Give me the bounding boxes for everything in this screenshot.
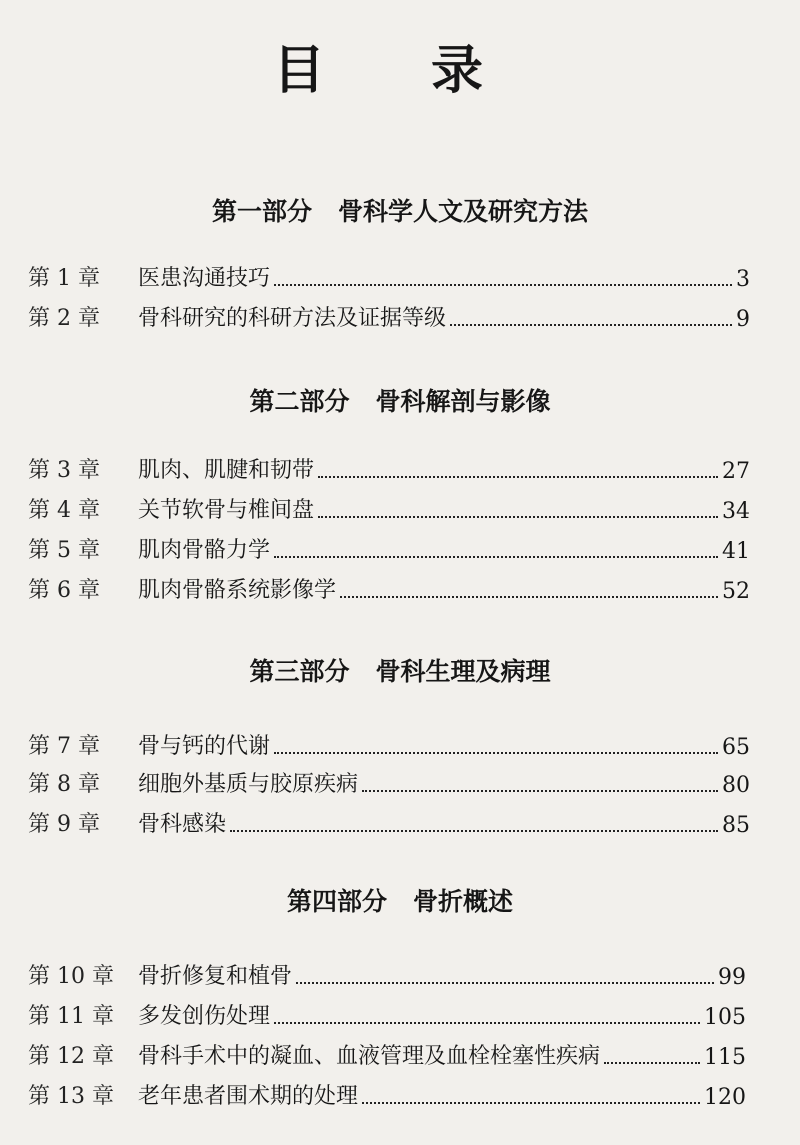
chapter-number: 第 5 章 bbox=[28, 538, 100, 563]
dot-leader bbox=[318, 515, 718, 518]
chapter-number: 第 11 章 bbox=[28, 1004, 114, 1029]
dot-leader bbox=[274, 1021, 700, 1024]
dot-leader bbox=[604, 1061, 700, 1064]
chapter-title: 肌肉骨骼力学 bbox=[138, 538, 271, 563]
toc-entry[interactable] bbox=[28, 490, 750, 524]
toc-entry[interactable] bbox=[28, 450, 750, 484]
page-number: 99 bbox=[718, 965, 746, 990]
chapter-number: 第 2 章 bbox=[28, 306, 100, 331]
toc-entry[interactable] bbox=[28, 1076, 746, 1110]
part-title: 第二部分 骨科解剖与影像 bbox=[249, 387, 551, 416]
page-number: 80 bbox=[722, 773, 750, 798]
chapter-title: 肌肉骨骼系统影像学 bbox=[138, 578, 337, 603]
page-number: 41 bbox=[722, 539, 750, 564]
toc-entry[interactable] bbox=[28, 996, 746, 1030]
chapter-number: 第 8 章 bbox=[28, 772, 100, 797]
chapter-number: 第 12 章 bbox=[28, 1044, 114, 1069]
dot-leader bbox=[362, 789, 718, 792]
toc-entry[interactable] bbox=[28, 298, 750, 332]
page-title: 目 录 bbox=[272, 41, 528, 101]
chapter-title: 关节软骨与椎间盘 bbox=[138, 498, 315, 523]
toc-entry[interactable] bbox=[28, 258, 750, 292]
page-number: 34 bbox=[722, 499, 750, 524]
toc-entry[interactable] bbox=[28, 956, 746, 990]
toc-entry[interactable] bbox=[28, 530, 750, 564]
toc-entry[interactable] bbox=[28, 570, 750, 604]
chapter-number: 第 1 章 bbox=[28, 266, 100, 291]
chapter-title: 骨科感染 bbox=[138, 812, 227, 837]
chapter-title: 骨科研究的科研方法及证据等级 bbox=[138, 306, 447, 331]
dot-leader bbox=[450, 323, 732, 326]
dot-leader bbox=[362, 1101, 700, 1104]
chapter-title: 肌肉、肌腱和韧带 bbox=[138, 458, 315, 483]
dot-leader bbox=[274, 283, 732, 286]
chapter-number: 第 3 章 bbox=[28, 458, 100, 483]
page-number: 3 bbox=[736, 267, 750, 292]
chapter-title: 老年患者围术期的处理 bbox=[138, 1084, 359, 1109]
chapter-title: 多发创伤处理 bbox=[138, 1004, 271, 1029]
chapter-title: 医患沟通技巧 bbox=[138, 266, 271, 291]
part-title: 第一部分 骨科学人文及研究方法 bbox=[211, 197, 589, 226]
chapter-title: 骨折修复和植骨 bbox=[138, 964, 293, 989]
chapter-number: 第 13 章 bbox=[28, 1084, 114, 1109]
chapter-number: 第 7 章 bbox=[28, 734, 100, 759]
part-title: 第四部分 骨折概述 bbox=[286, 887, 514, 916]
toc-entry[interactable] bbox=[28, 726, 750, 760]
part-title: 第三部分 骨科生理及病理 bbox=[249, 657, 551, 686]
page-number: 27 bbox=[722, 459, 750, 484]
chapter-number: 第 6 章 bbox=[28, 578, 100, 603]
toc-entry[interactable] bbox=[28, 804, 750, 838]
chapter-number: 第 9 章 bbox=[28, 812, 100, 837]
chapter-title: 细胞外基质与胶原疾病 bbox=[138, 772, 359, 797]
page-number: 105 bbox=[704, 1005, 746, 1030]
dot-leader bbox=[230, 829, 718, 832]
dot-leader bbox=[340, 595, 718, 598]
page-number: 120 bbox=[704, 1085, 746, 1110]
chapter-number: 第 4 章 bbox=[28, 498, 100, 523]
chapter-number: 第 10 章 bbox=[28, 964, 114, 989]
chapter-title: 骨科手术中的凝血、血液管理及血栓栓塞性疾病 bbox=[138, 1044, 601, 1069]
page-number: 85 bbox=[722, 813, 750, 838]
page-number: 9 bbox=[736, 307, 750, 332]
page-number: 115 bbox=[704, 1045, 746, 1070]
page-number: 65 bbox=[722, 735, 750, 760]
dot-leader bbox=[274, 751, 718, 754]
dot-leader bbox=[318, 475, 718, 478]
chapter-title: 骨与钙的代谢 bbox=[138, 734, 271, 759]
page-number: 52 bbox=[722, 579, 750, 604]
toc-entry[interactable] bbox=[28, 764, 750, 798]
dot-leader bbox=[274, 555, 718, 558]
dot-leader bbox=[296, 981, 714, 984]
toc-entry[interactable] bbox=[28, 1036, 746, 1070]
